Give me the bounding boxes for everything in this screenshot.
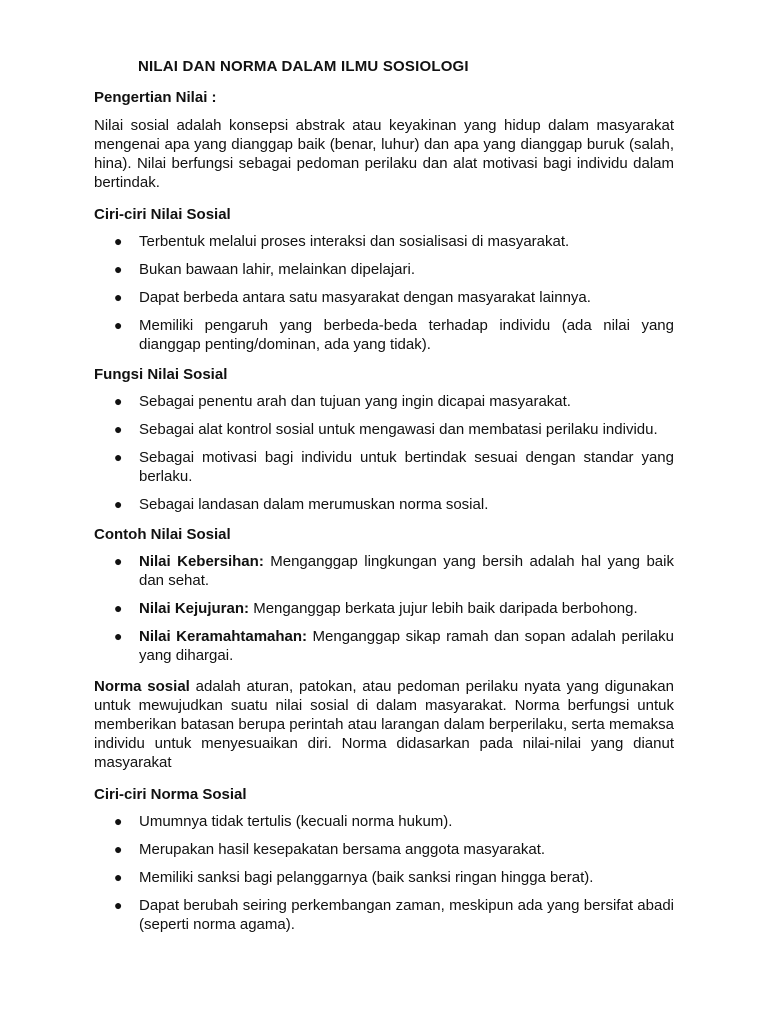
list-item: ● Memiliki pengaruh yang berbeda-beda terhadap individu (ada nilai yang dianggap penting/dominan, ada yang tidak).: [114, 317, 674, 353]
bullet-icon: ●: [114, 393, 123, 409]
bullet-icon: ●: [114, 628, 123, 644]
bullet-icon: ●: [114, 813, 123, 829]
bullet-icon: ●: [114, 317, 123, 333]
contoh-nilai-heading: Contoh Nilai Sosial: [94, 526, 231, 543]
document-title: NILAI DAN NORMA DALAM ILMU SOSIOLOGI: [138, 58, 469, 75]
pengertian-heading: Pengertian Nilai :: [94, 89, 217, 106]
list-item: ● Sebagai landasan dalam merumuskan norma sosial.: [114, 496, 489, 513]
nilai-paragraph: Nilai sosial adalah konsepsi abstrak atau keyakinan yang hidup dalam masyarakat mengenai apa yang dianggap baik (benar, luhur) dan apa yang dianggap buruk (salah, hina). Nilai berfungsi sebagai pedoman perilaku dan alat motivasi bagi individu dalam bertindak.: [94, 117, 674, 191]
contoh-nilai-list: [94, 552, 674, 665]
list-item: ● Terbentuk melalui proses interaksi dan sosialisasi di masyarakat.: [114, 233, 570, 250]
list-item: ● Umumnya tidak tertulis (kecuali norma hukum).: [114, 813, 453, 830]
list-item: ● Sebagai penentu arah dan tujuan yang ingin dicapai masyarakat.: [114, 393, 571, 410]
ciri-nilai-list: [94, 232, 674, 354]
bullet-icon: ●: [114, 841, 123, 857]
bullet-icon: ●: [114, 421, 123, 437]
bullet-icon: ●: [114, 261, 123, 277]
list-item: ● Merupakan hasil kesepakatan bersama anggota masyarakat.: [114, 841, 546, 858]
bullet-icon: ●: [114, 496, 123, 512]
fungsi-nilai-list: [94, 392, 674, 514]
list-item: ● Memiliki sanksi bagi pelanggarnya (baik sanksi ringan hingga berat).: [114, 869, 594, 886]
bullet-icon: ●: [114, 600, 123, 616]
ciri-norma-heading: Ciri-ciri Norma Sosial: [94, 786, 247, 803]
list-item: ● Nilai Kebersihan: Menganggap lingkungan yang bersih adalah hal yang baik dan sehat.: [114, 553, 674, 589]
norma-paragraph: Norma sosial adalah aturan, patokan, atau pedoman perilaku nyata yang digunakan untuk mewujudkan suatu nilai sosial di dalam masyarakat. Norma berfungsi untuk memberikan batasan berupa perintah atau larangan dalam berperilaku, serta memaksa individu untuk menyesuaikan diri. Norma didasarkan pada nilai-nilai yang dianut masyarakat: [94, 678, 674, 771]
bullet-icon: ●: [114, 869, 123, 885]
bullet-icon: ●: [114, 897, 123, 913]
list-item: ● Sebagai alat kontrol sosial untuk mengawasi dan membatasi perilaku individu.: [114, 421, 658, 438]
bullet-icon: ●: [114, 449, 123, 465]
ciri-nilai-heading: Ciri-ciri Nilai Sosial: [94, 206, 231, 223]
list-item: ● Sebagai motivasi bagi individu untuk bertindak sesuai dengan standar yang berlaku.: [114, 449, 674, 485]
bullet-icon: ●: [114, 289, 123, 305]
bullet-icon: ●: [114, 553, 123, 569]
list-item: ● Nilai Keramahtamahan: Menganggap sikap ramah dan sopan adalah perilaku yang dihargai.: [114, 628, 674, 664]
ciri-norma-list: [94, 812, 674, 934]
list-item: ● Nilai Kejujuran: Menganggap berkata jujur lebih baik daripada berbohong.: [114, 600, 638, 617]
list-item: ● Bukan bawaan lahir, melainkan dipelajari.: [114, 261, 416, 278]
fungsi-nilai-heading: Fungsi Nilai Sosial: [94, 366, 228, 383]
bullet-icon: ●: [114, 233, 123, 249]
list-item: ● Dapat berbeda antara satu masyarakat dengan masyarakat lainnya.: [114, 289, 591, 306]
list-item: ● Dapat berubah seiring perkembangan zaman, meskipun ada yang bersifat abadi (seperti norma agama).: [114, 897, 674, 933]
